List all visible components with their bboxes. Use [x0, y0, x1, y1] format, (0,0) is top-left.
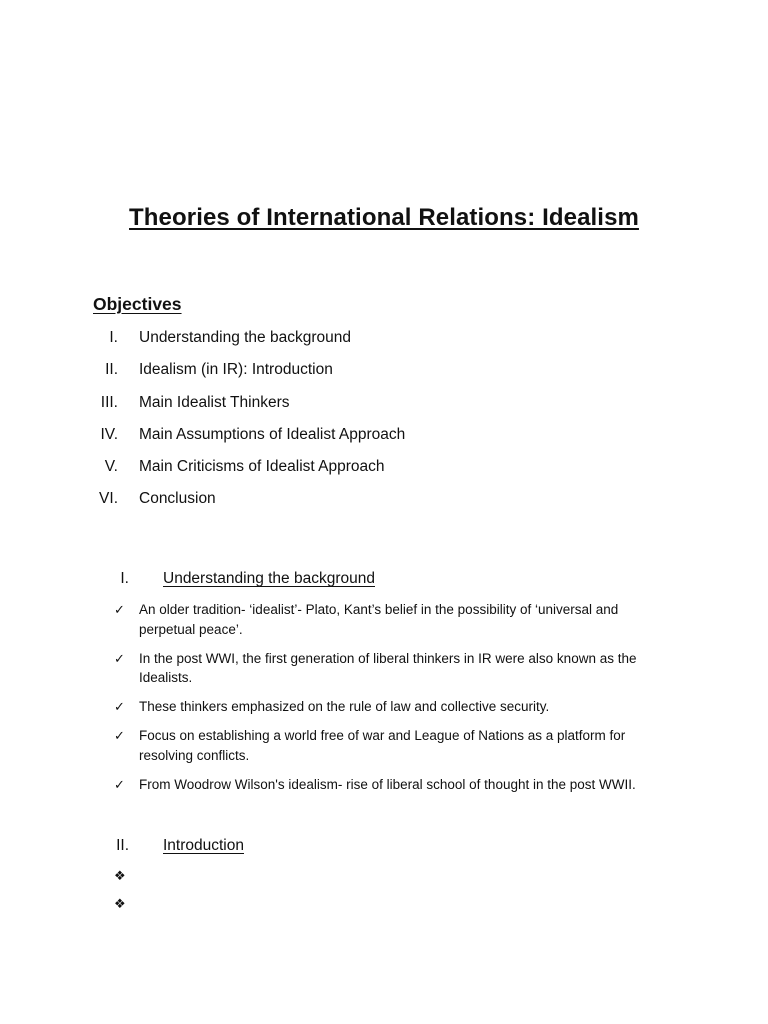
objectives-heading: Objectives: [93, 294, 182, 314]
list-item: [114, 894, 126, 922]
objective-item: [90, 426, 690, 458]
bullet-text: In the post WWI, the first generation of liberal thinkers in IR were also known as the Idealists.: [139, 650, 637, 686]
check-mark-icon: ✓: [114, 727, 125, 743]
objective-number: VI.: [99, 490, 118, 508]
list-item: [114, 697, 674, 717]
list-item: [114, 726, 674, 766]
list-item: [114, 866, 126, 894]
objective-number: V.: [104, 458, 118, 476]
list-item: [114, 649, 674, 689]
background-bullet-list: [114, 600, 674, 803]
section-number: II.: [116, 837, 129, 854]
section-title: Introduction: [163, 837, 244, 854]
objective-text: Main Idealist Thinkers: [139, 393, 290, 411]
objective-text: Main Criticisms of Idealist Approach: [139, 458, 385, 476]
bullet-text: Focus on establishing a world free of war and League of Nations as a platform for resolving conflicts.: [139, 727, 626, 763]
objective-text: Understanding the background: [139, 329, 351, 346]
diamond-bullet-icon: ❖: [114, 896, 126, 911]
list-item: [114, 775, 674, 795]
objective-item: [90, 490, 690, 522]
objective-item: [90, 458, 690, 490]
objective-number: III.: [100, 393, 118, 411]
section-title: Understanding the background: [163, 570, 375, 587]
check-mark-icon: ✓: [114, 602, 125, 617]
check-mark-icon: ✓: [114, 699, 125, 715]
bullet-text: From Woodrow Wilson's idealism- rise of liberal school of thought in the post WWII.: [139, 776, 636, 792]
objective-text: Main Assumptions of Idealist Approach: [139, 425, 406, 443]
objective-text: Idealism (in IR): Introduction: [139, 361, 333, 379]
objective-item: [90, 329, 690, 361]
bullet-text: These thinkers emphasized on the rule of law and collective security.: [139, 699, 550, 715]
document-title: Theories of International Relations: Idealism: [129, 204, 639, 231]
objective-text: Conclusion: [139, 490, 216, 508]
objective-item: [90, 394, 690, 426]
objective-number: II.: [105, 361, 118, 379]
objective-number: I.: [109, 329, 118, 346]
list-item: [114, 600, 674, 640]
objective-item: [90, 361, 690, 393]
objectives-list: [90, 329, 690, 523]
diamond-bullet-icon: ❖: [114, 868, 126, 883]
bullet-text: An older tradition- ‘idealist’- Plato, Kant’s belief in the possibility of ‘universal and perpetual peace’.: [139, 602, 619, 637]
objective-number: IV.: [100, 425, 118, 443]
check-mark-icon: ✓: [114, 650, 125, 666]
introduction-bullet-list: [114, 866, 126, 922]
check-mark-icon: ✓: [114, 776, 125, 792]
section-number: I.: [120, 570, 129, 587]
